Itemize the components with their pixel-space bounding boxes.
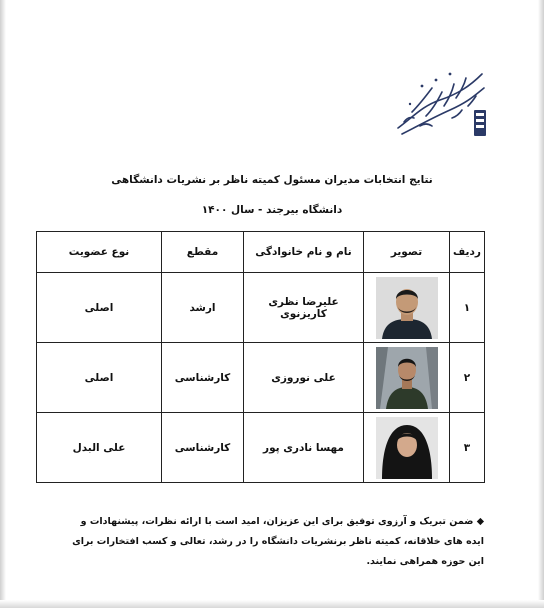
page-edge-bottom xyxy=(0,600,544,608)
column-header-photo: تصویر xyxy=(364,232,450,273)
portrait-photo-male-icon xyxy=(376,277,438,339)
document-title: نتایج انتخابات مدیران مسئول کمیته ناظر بر نشریات دانشگاهی xyxy=(111,174,433,186)
page-edge-left xyxy=(0,0,6,608)
congratulation-note xyxy=(60,512,484,572)
photo-cell xyxy=(364,273,450,343)
column-header-name: نام و نام خانوادگی xyxy=(244,232,364,273)
university-logo-icon xyxy=(392,66,488,142)
member-degree: کارشناسی xyxy=(162,413,244,483)
photo-cell xyxy=(364,413,450,483)
bullet-icon: ◆ xyxy=(476,516,484,527)
table-header-row xyxy=(37,232,485,273)
row-index: ۲ xyxy=(450,343,485,413)
table-row xyxy=(37,413,485,483)
member-degree: کارشناسی xyxy=(162,343,244,413)
column-header-index: ردیف xyxy=(450,232,485,273)
member-membership: علی البدل xyxy=(37,413,162,483)
note-text: ضمن تبریک و آرزوی توفیق برای این عزیزان، امید است با ارائه نظرات، پیشنهادات و ایده های خلاقانه، کمیته ناظر برنشریات دانشگاه را در رشد، تعالی و کسب افتخارات برای این حوزه همراهی نمایند. xyxy=(72,516,484,567)
results-table xyxy=(36,231,485,483)
table-row xyxy=(37,273,485,343)
member-name: مهسا نادری پور xyxy=(244,413,364,483)
portrait-photo-female-icon xyxy=(376,417,438,479)
page-edge-right xyxy=(538,0,544,608)
member-membership: اصلی xyxy=(37,273,162,343)
column-header-membership: نوع عضویت xyxy=(37,232,162,273)
row-index: ۳ xyxy=(450,413,485,483)
document-subtitle: دانشگاه بیرجند - سال ۱۴۰۰ xyxy=(201,204,343,216)
column-header-degree: مقطع xyxy=(162,232,244,273)
member-degree: ارشد xyxy=(162,273,244,343)
table-row xyxy=(37,343,485,413)
photo-cell xyxy=(364,343,450,413)
portrait-photo-male-icon xyxy=(376,347,438,409)
member-membership: اصلی xyxy=(37,343,162,413)
member-name: علی نوروزی xyxy=(244,343,364,413)
member-name: علیرضا نظری کاریزنوی xyxy=(244,273,364,343)
row-index: ۱ xyxy=(450,273,485,343)
